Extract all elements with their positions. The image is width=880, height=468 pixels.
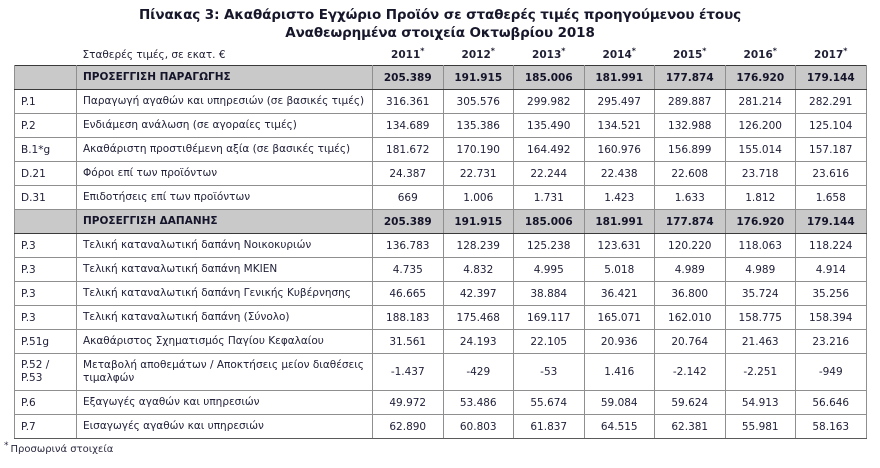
table-row <box>15 391 867 415</box>
data-cell: 191.915 <box>443 210 514 234</box>
data-cell: 35.724 <box>725 282 796 306</box>
year-label: 2013 <box>532 49 562 62</box>
data-cell: 156.899 <box>655 138 726 162</box>
data-cell: 164.492 <box>514 138 585 162</box>
data-cell: 4.989 <box>655 258 726 282</box>
table-container <box>14 48 866 439</box>
data-cell: 1.416 <box>584 354 655 391</box>
data-cell: 62.381 <box>655 415 726 439</box>
data-cell: 118.063 <box>725 234 796 258</box>
data-cell: 134.689 <box>373 114 444 138</box>
year-marker: * <box>631 46 636 56</box>
data-cell: 4.735 <box>373 258 444 282</box>
table-row <box>15 282 867 306</box>
data-cell: 162.010 <box>655 306 726 330</box>
footnote <box>4 441 880 456</box>
data-cell: 176.920 <box>725 66 796 90</box>
data-cell: 169.117 <box>514 306 585 330</box>
data-cell: 20.936 <box>584 330 655 354</box>
row-code <box>15 210 77 234</box>
data-cell: 55.674 <box>514 391 585 415</box>
data-cell: 49.972 <box>373 391 444 415</box>
data-cell: 305.576 <box>443 90 514 114</box>
data-cell: 1.731 <box>514 186 585 210</box>
header-row <box>15 48 867 66</box>
data-cell: 23.216 <box>796 330 867 354</box>
column-header-year <box>584 48 655 66</box>
data-cell: 55.981 <box>725 415 796 439</box>
data-cell: 123.631 <box>584 234 655 258</box>
year-label: 2016 <box>743 49 773 62</box>
data-cell: -429 <box>443 354 514 391</box>
table-row <box>15 162 867 186</box>
row-code: D.31 <box>15 186 77 210</box>
column-header-year <box>514 48 585 66</box>
data-cell: 125.238 <box>514 234 585 258</box>
data-cell: 669 <box>373 186 444 210</box>
footnote-marker: * <box>4 441 9 452</box>
data-cell: 1.423 <box>584 186 655 210</box>
year-marker: * <box>561 46 566 56</box>
table-body <box>15 66 867 439</box>
data-cell: 22.731 <box>443 162 514 186</box>
data-cell: 1.633 <box>655 186 726 210</box>
data-cell: 295.497 <box>584 90 655 114</box>
data-cell: -949 <box>796 354 867 391</box>
data-cell: 135.386 <box>443 114 514 138</box>
table-section-row <box>15 66 867 90</box>
data-cell: 179.144 <box>796 210 867 234</box>
data-cell: 136.783 <box>373 234 444 258</box>
data-cell: 61.837 <box>514 415 585 439</box>
row-code: P.6 <box>15 391 77 415</box>
title-line-2: Αναθεωρημένα στοιχεία Οκτωβρίου 2018 <box>285 25 595 42</box>
data-cell: 1.006 <box>443 186 514 210</box>
data-cell: 36.421 <box>584 282 655 306</box>
row-code: P.3 <box>15 258 77 282</box>
row-label: ΠΡΟΣΕΓΓΙΣΗ ΔΑΠΑΝΗΣ <box>77 210 373 234</box>
data-cell: 5.018 <box>584 258 655 282</box>
data-cell: 165.071 <box>584 306 655 330</box>
table-section-row <box>15 210 867 234</box>
data-cell: 191.915 <box>443 66 514 90</box>
data-cell: 157.187 <box>796 138 867 162</box>
footnote-text: Προσωρινά στοιχεία <box>10 444 114 456</box>
data-cell: 54.913 <box>725 391 796 415</box>
title-line-1: Πίνακας 3: Ακαθάριστο Εγχώριο Προϊόν σε σταθερές τιμές προηγούμενου έτους <box>138 7 741 23</box>
data-cell: 4.914 <box>796 258 867 282</box>
row-label: Επιδοτήσεις επί των προϊόντων <box>77 186 373 210</box>
table-row <box>15 186 867 210</box>
year-marker: * <box>843 46 848 56</box>
data-cell: 205.389 <box>373 210 444 234</box>
data-cell: 62.890 <box>373 415 444 439</box>
data-cell: 282.291 <box>796 90 867 114</box>
data-cell: 289.887 <box>655 90 726 114</box>
data-cell: 22.608 <box>655 162 726 186</box>
data-cell: 125.104 <box>796 114 867 138</box>
data-cell: 4.995 <box>514 258 585 282</box>
data-cell: 181.672 <box>373 138 444 162</box>
data-cell: -1.437 <box>373 354 444 391</box>
row-label: Ακαθάριστη προστιθέμενη αξία (σε βασικές τιμές) <box>77 138 373 162</box>
table-row <box>15 258 867 282</box>
table-row <box>15 114 867 138</box>
row-label: Τελική καταναλωτική δαπάνη ΜΚΙΕΝ <box>77 258 373 282</box>
data-cell: 24.387 <box>373 162 444 186</box>
data-cell: 4.832 <box>443 258 514 282</box>
data-cell: 46.665 <box>373 282 444 306</box>
row-code: P.3 <box>15 234 77 258</box>
data-cell: 181.991 <box>584 66 655 90</box>
data-cell: 132.988 <box>655 114 726 138</box>
table-row <box>15 234 867 258</box>
year-marker: * <box>490 46 495 56</box>
data-cell: 56.646 <box>796 391 867 415</box>
row-code: P.3 <box>15 306 77 330</box>
table-header <box>15 48 867 66</box>
data-cell: 185.006 <box>514 66 585 90</box>
data-cell: 21.463 <box>725 330 796 354</box>
column-header-year <box>655 48 726 66</box>
row-code: B.1*g <box>15 138 77 162</box>
row-code: P.1 <box>15 90 77 114</box>
data-cell: 22.105 <box>514 330 585 354</box>
data-cell: 181.991 <box>584 210 655 234</box>
data-cell: 175.468 <box>443 306 514 330</box>
data-cell: 64.515 <box>584 415 655 439</box>
gdp-table <box>14 48 867 439</box>
data-cell: 155.014 <box>725 138 796 162</box>
data-cell: 22.438 <box>584 162 655 186</box>
row-label: ΠΡΟΣΕΓΓΙΣΗ ΠΑΡΑΓΩΓΗΣ <box>77 66 373 90</box>
data-cell: 36.800 <box>655 282 726 306</box>
data-cell: 316.361 <box>373 90 444 114</box>
year-marker: * <box>772 46 777 56</box>
data-cell: 23.616 <box>796 162 867 186</box>
row-code <box>15 66 77 90</box>
row-label: Παραγωγή αγαθών και υπηρεσιών (σε βασικές τιμές) <box>77 90 373 114</box>
data-cell: 1.812 <box>725 186 796 210</box>
year-label: 2014 <box>602 49 632 62</box>
data-cell: 126.200 <box>725 114 796 138</box>
year-marker: * <box>420 46 425 56</box>
row-label: Εισαγωγές αγαθών και υπηρεσιών <box>77 415 373 439</box>
data-cell: 59.624 <box>655 391 726 415</box>
column-header-year <box>373 48 444 66</box>
table-row <box>15 354 867 391</box>
row-code: P.7 <box>15 415 77 439</box>
table-row <box>15 90 867 114</box>
data-cell: 42.397 <box>443 282 514 306</box>
year-label: 2011 <box>391 49 421 62</box>
row-label: Τελική καταναλωτική δαπάνη Νοικοκυριών <box>77 234 373 258</box>
data-cell: 60.803 <box>443 415 514 439</box>
page-title <box>0 0 880 42</box>
data-cell: 158.775 <box>725 306 796 330</box>
data-cell: 188.183 <box>373 306 444 330</box>
data-cell: 35.256 <box>796 282 867 306</box>
column-header-year <box>443 48 514 66</box>
table-row <box>15 415 867 439</box>
row-label: Ενδιάμεση ανάλωση (σε αγοραίες τιμές) <box>77 114 373 138</box>
data-cell: 281.214 <box>725 90 796 114</box>
year-label: 2017 <box>814 49 844 62</box>
data-cell: -2.142 <box>655 354 726 391</box>
year-marker: * <box>702 46 707 56</box>
row-code: P.51g <box>15 330 77 354</box>
header-spacer <box>15 48 77 66</box>
data-cell: 185.006 <box>514 210 585 234</box>
row-label: Εξαγωγές αγαθών και υπηρεσιών <box>77 391 373 415</box>
column-header-year <box>725 48 796 66</box>
data-cell: 179.144 <box>796 66 867 90</box>
row-code: D.21 <box>15 162 77 186</box>
row-label: Μεταβολή αποθεμάτων / Αποκτήσεις μείον διαθέσεις τιμαλφών <box>77 354 373 391</box>
row-label: Φόροι επί των προϊόντων <box>77 162 373 186</box>
data-cell: 299.982 <box>514 90 585 114</box>
row-label: Ακαθάριστος Σχηματισμός Παγίου Κεφαλαίου <box>77 330 373 354</box>
year-label: 2012 <box>461 49 491 62</box>
data-cell: 4.989 <box>725 258 796 282</box>
table-row <box>15 306 867 330</box>
table-row <box>15 330 867 354</box>
row-code: P.52 / P.53 <box>15 354 77 391</box>
data-cell: 23.718 <box>725 162 796 186</box>
row-label: Τελική καταναλωτική δαπάνη Γενικής Κυβέρνησης <box>77 282 373 306</box>
year-label: 2015 <box>673 49 703 62</box>
data-cell: 31.561 <box>373 330 444 354</box>
data-cell: 120.220 <box>655 234 726 258</box>
data-cell: 38.884 <box>514 282 585 306</box>
data-cell: -2.251 <box>725 354 796 391</box>
data-cell: 177.874 <box>655 66 726 90</box>
data-cell: 22.244 <box>514 162 585 186</box>
data-cell: 158.394 <box>796 306 867 330</box>
units-label: Σταθερές τιμές, σε εκατ. € <box>82 49 226 62</box>
row-code: P.2 <box>15 114 77 138</box>
row-label: Τελική καταναλωτική δαπάνη (Σύνολο) <box>77 306 373 330</box>
column-header-year <box>796 48 867 66</box>
data-cell: 176.920 <box>725 210 796 234</box>
data-cell: -53 <box>514 354 585 391</box>
data-cell: 53.486 <box>443 391 514 415</box>
data-cell: 177.874 <box>655 210 726 234</box>
data-cell: 58.163 <box>796 415 867 439</box>
table-row <box>15 138 867 162</box>
data-cell: 1.658 <box>796 186 867 210</box>
data-cell: 134.521 <box>584 114 655 138</box>
data-cell: 170.190 <box>443 138 514 162</box>
data-cell: 24.193 <box>443 330 514 354</box>
data-cell: 205.389 <box>373 66 444 90</box>
data-cell: 135.490 <box>514 114 585 138</box>
data-cell: 59.084 <box>584 391 655 415</box>
data-cell: 128.239 <box>443 234 514 258</box>
row-code: P.3 <box>15 282 77 306</box>
data-cell: 160.976 <box>584 138 655 162</box>
data-cell: 118.224 <box>796 234 867 258</box>
data-cell: 20.764 <box>655 330 726 354</box>
